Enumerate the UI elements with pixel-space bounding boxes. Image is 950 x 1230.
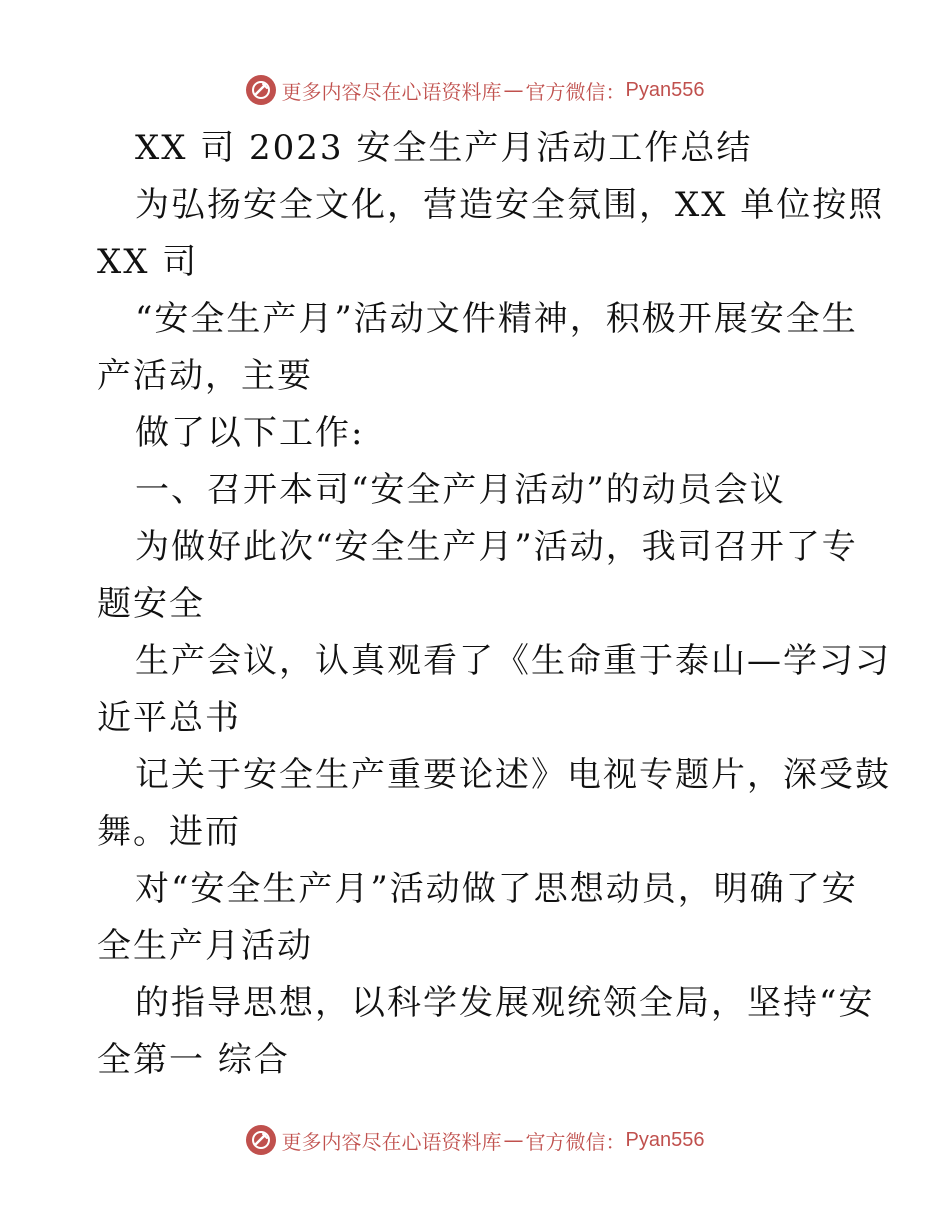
doc-line: 做了以下工作: — [135, 413, 365, 453]
logo-icon — [246, 1125, 276, 1155]
doc-line: “安全生产月”活动文件精神，积极开展安全生 — [135, 299, 858, 339]
doc-title: XX 司 2023 安全生产月活动工作总结 — [135, 128, 753, 168]
doc-line: 产活动，主要 — [97, 356, 313, 396]
watermark-separator: — — [503, 78, 524, 102]
watermark-separator: — — [503, 1128, 524, 1152]
logo-icon — [246, 75, 276, 105]
doc-line: 的指导思想，以科学发展观统领全局，坚持“安 — [135, 983, 875, 1023]
doc-line: 为弘扬安全文化，营造安全氛围，XX 单位按照 — [135, 185, 885, 225]
watermark-footer — [0, 1120, 950, 1160]
watermark-text: 更多内容尽在心语资料库 — [281, 79, 502, 104]
watermark-text: 更多内容尽在心语资料库 — [281, 1129, 502, 1154]
doc-line: 舞。进而 — [97, 812, 241, 852]
doc-line: 为做好此次“安全生产月”活动，我司召开了专 — [135, 527, 858, 567]
watermark-id: Pyan556 — [625, 1128, 705, 1151]
watermark-label: 官方微信： — [525, 1129, 626, 1154]
watermark-label: 官方微信： — [525, 79, 626, 104]
doc-line: 全生产月活动 — [97, 926, 313, 966]
doc-line: 生产会议，认真观看了《生命重于泰山—学习习 — [135, 641, 891, 681]
doc-line: 全第一 综合 — [97, 1040, 290, 1080]
watermark-id: Pyan556 — [625, 78, 705, 101]
doc-line: 题安全 — [97, 584, 205, 624]
doc-line: XX 司 — [97, 242, 199, 282]
doc-line: 对“安全生产月”活动做了思想动员，明确了安 — [135, 869, 858, 909]
watermark-header — [0, 70, 950, 110]
doc-section-heading: 一、召开本司“安全产月活动”的动员会议 — [135, 470, 786, 510]
doc-line: 近平总书 — [97, 698, 241, 738]
doc-line: 记关于安全生产重要论述》电视专题片，深受鼓 — [135, 755, 891, 795]
document-body — [97, 120, 891, 1089]
